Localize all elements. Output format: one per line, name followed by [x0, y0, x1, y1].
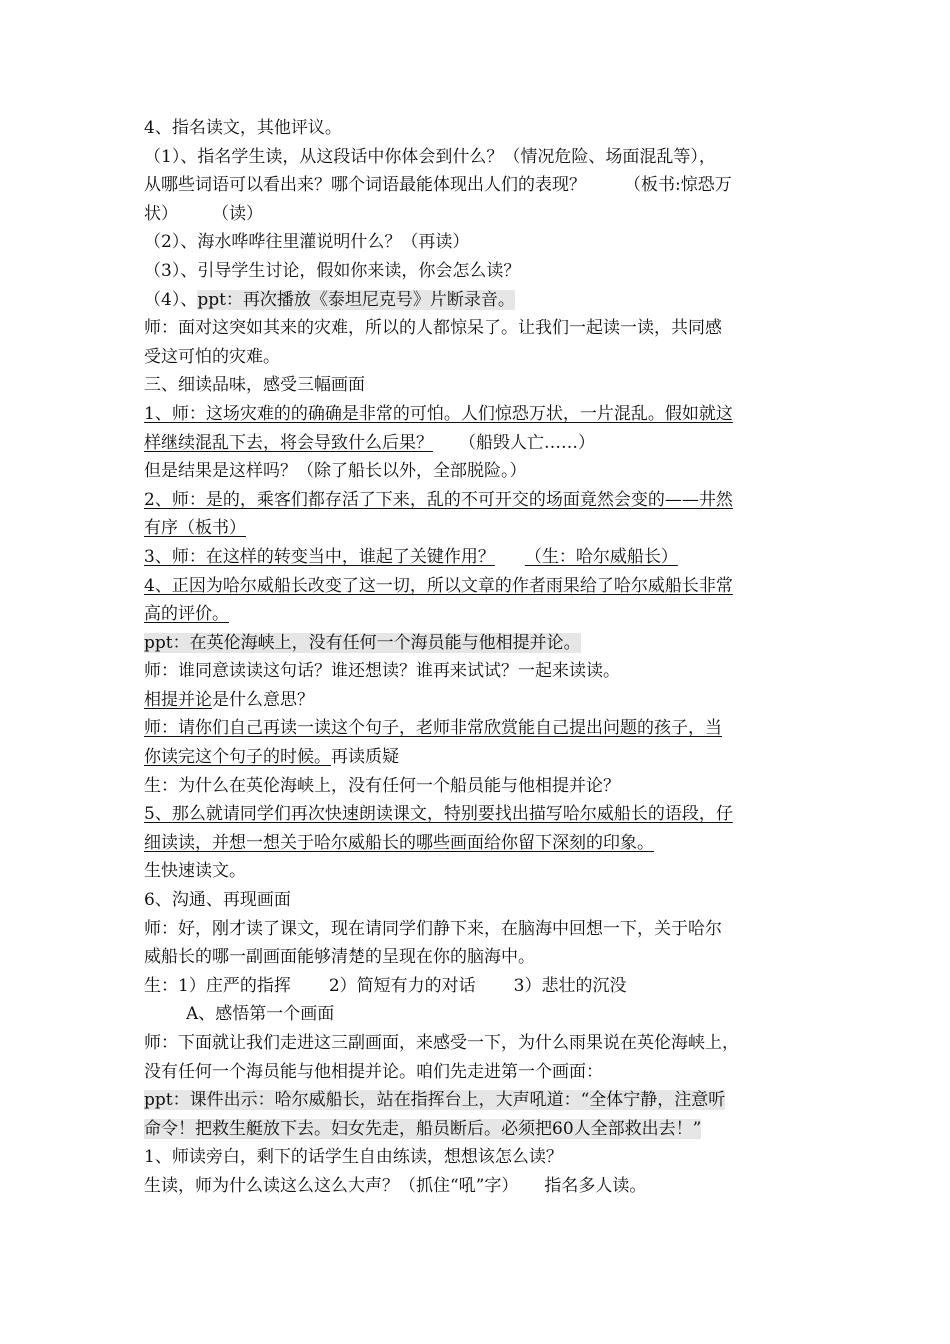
text-line: 师：面对这突如其来的灾难，所以的人都惊呆了。让我们一起读一读，共同感: [144, 318, 722, 339]
text-line: （1）、指名学生读，从这段话中你体会到什么？（情况危险、场面混乱等），: [144, 146, 716, 167]
document-body: [144, 114, 808, 1201]
text-line: 生：为什么在英伦海峡上，没有任何一个船员能与他相提并论？: [144, 775, 620, 796]
underlined-line: [144, 543, 808, 572]
text-span: 3）悲壮的沉没: [513, 975, 627, 996]
text-line: [144, 972, 808, 1001]
board-note: （板书:惊恐万: [624, 175, 732, 196]
text-line: [144, 286, 808, 315]
sub-heading: A、感悟第一个画面: [186, 1004, 335, 1025]
section-heading: 三、细读品味，感受三幅画面: [144, 375, 365, 396]
board-note-end: 状）: [144, 203, 178, 224]
ppt-highlight: 命令！把救生艇放下去。妇女先走，船员断后。必须把60人全部救出去！”: [144, 1118, 702, 1139]
underlined-line: 师：请你们自己再读一读这个句子，老师非常欣赏能自己提出问题的孩子，当: [144, 718, 722, 739]
text-line: [144, 1115, 808, 1144]
text-line: 师：下面就让我们走进这三副画面，来感受一下，为什么雨果说在英伦海峡上，: [144, 1033, 739, 1053]
text-line: 受这可怕的灾难。: [144, 346, 280, 367]
text-line: 师：好，刚才读了课文，现在请同学们静下来，在脑海中回想一下，关于哈尔: [144, 918, 722, 939]
ppt-highlight: ppt：课件出示：哈尔威船长，站在指挥台上，大声吼道：“全体宁静，注意听: [144, 1090, 726, 1111]
ppt-highlight: ppt：再次播放《泰坦尼克号》片断录音。: [197, 289, 515, 310]
text-line: [144, 429, 808, 458]
text-line: [144, 514, 808, 543]
text-span: 3、师：在这样的转变当中，谁起了关键作用？: [144, 546, 495, 567]
text-span: （船毁人亡……）: [459, 432, 595, 453]
text-line: [144, 629, 808, 658]
underlined-span: 样继续混乱下去，将会导致什么后果？: [144, 432, 433, 453]
text-span: （生：哈尔威船长）: [524, 546, 678, 567]
text-line: 没有任何一个海员能与他相提并论。咱们先走进第一个画面：: [144, 1061, 603, 1082]
text-line: 1、师读旁白，剩下的话学生自由练读，想想该怎么读？: [144, 1147, 563, 1168]
text-line: （3）、引导学生讨论，假如你来读，你会怎么读？: [144, 260, 521, 281]
underlined-span: 有序（板书）: [144, 518, 246, 539]
text-span: 从哪些词语可以看出来？哪个词语最能体现出人们的表现？: [144, 175, 586, 196]
text-span: 生：1）庄严的指挥: [144, 975, 291, 996]
text-span: （4）、: [144, 289, 198, 310]
ppt-highlight: ppt：在英伦海峡上，没有任何一个海员能与他相提并论。: [144, 632, 581, 653]
underlined-line: 5、那么就请同学们再次快速朗读课文，特别要找出描写哈尔威船长的语段，仔: [144, 804, 733, 825]
text-line: [144, 686, 808, 715]
text-line: [144, 600, 808, 629]
underlined-line: 1、师：这场灾难的的确确是非常的可怕。人们惊恐万状，一片混乱。假如就这: [144, 403, 733, 424]
text-line: [144, 1172, 808, 1201]
text-line: 4、指名读文，其他评议。: [144, 118, 342, 138]
underlined-line: 2、师：是的，乘客们都存活了下来，乱的不可开交的场面竟然会变的——井然: [144, 489, 733, 510]
text-line: （2）、海水哗哗往里灌说明什么？（再读）: [144, 232, 470, 253]
text-line: [144, 171, 808, 200]
underlined-span: 相提并论: [144, 689, 212, 710]
underlined-span: 你读完这个句子的时候。: [144, 747, 331, 768]
text-line: [144, 743, 808, 772]
text-span: 2）简短有力的对话: [328, 975, 476, 996]
text-line: [144, 200, 808, 229]
underlined-line: 4、正因为哈尔威船长改变了这一切，所以文章的作者雨果给了哈尔威船长非常: [144, 575, 733, 596]
text-span: （读）: [212, 203, 263, 224]
text-span: 指名多人读。: [544, 1175, 647, 1196]
underlined-span: 高的评价。: [144, 604, 229, 625]
text-span: 再读质疑: [331, 747, 399, 768]
text-span: 是什么意思？: [212, 689, 314, 710]
text-line: [144, 1086, 808, 1115]
text-line: 师：谁同意读读这句话？谁还想读？谁再来试试？一起来读读。: [144, 661, 620, 682]
text-line: 6、沟通、再现画面: [144, 890, 291, 911]
text-line: 生快速读文。: [144, 861, 246, 882]
text-line: 但是结果是这样吗？（除了船长以外，全部脱险。）: [144, 461, 527, 482]
text-line: 威船长的哪一副画面能够清楚的呈现在你的脑海中。: [144, 947, 535, 968]
text-span: 生读，师为什么读这么这么大声？（抓住“吼”字）: [144, 1175, 519, 1196]
underlined-line: 细读读，并想一想关于哈尔威船长的哪些画面给你留下深刻的印象。: [144, 832, 654, 853]
